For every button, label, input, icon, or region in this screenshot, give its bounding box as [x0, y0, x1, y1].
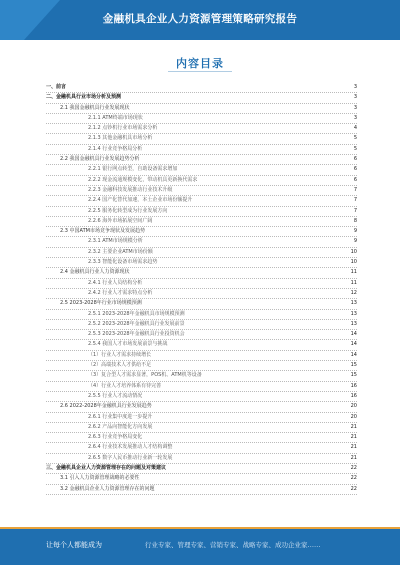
- toc-entry[interactable]: [46, 207, 357, 217]
- toc-entry-title: 一、前言: [46, 83, 68, 92]
- toc-entry-title: 2.1.1 ATM终端市场现状: [88, 114, 145, 123]
- toc-heading-rule: [168, 71, 232, 72]
- toc-entry[interactable]: [46, 196, 357, 206]
- toc-entry[interactable]: [46, 93, 357, 103]
- toc-entry[interactable]: [46, 114, 357, 124]
- toc-entry-page: 11: [349, 268, 357, 277]
- toc-entry[interactable]: [46, 258, 357, 268]
- toc-entry-page: 14: [349, 340, 357, 349]
- toc-entry[interactable]: [46, 382, 357, 392]
- toc-entry[interactable]: [46, 186, 357, 196]
- toc-entry-title: 2.1 我国金融机具行业发展现状: [60, 104, 132, 113]
- toc-entry-page: 6: [352, 176, 357, 185]
- toc-entry-page: 4: [352, 124, 357, 133]
- toc-entry-page: 10: [349, 258, 357, 267]
- toc-entry-title: 二、金融机具行业市场分析及预测: [46, 93, 123, 102]
- toc-entry-page: 5: [352, 134, 357, 143]
- toc-entry[interactable]: [46, 83, 357, 93]
- footer-roles: 行业专家、管理专家、营销专家、战略专家、成功企业家……: [145, 541, 321, 549]
- toc-entry-page: 9: [352, 227, 357, 236]
- toc-entry-title: 2.2.3 金融科技发展推动行业技术升级: [88, 186, 174, 195]
- toc-entry[interactable]: [46, 464, 357, 474]
- toc-entry-title: 2.3.2 主要企业ATM市场份额: [88, 248, 155, 257]
- toc-entry[interactable]: [46, 237, 357, 247]
- toc-entry-page: 21: [349, 423, 357, 432]
- toc-entry[interactable]: [46, 330, 357, 340]
- toc-entry-title: 2.5.4 我国人才市场发展前景与挑战: [88, 340, 169, 349]
- toc-entry-title: 2.5.1 2023-2028年金融机具市场规模预测: [88, 310, 187, 319]
- toc-entry[interactable]: [46, 310, 357, 320]
- toc-entry-title: 2.6.1 行业集中度进一步提升: [88, 413, 154, 422]
- toc-entry[interactable]: [46, 155, 357, 165]
- toc-entry-title: 2.1.3 其他金融机具市场分析: [88, 134, 154, 143]
- toc-entry-page: 3: [352, 93, 357, 102]
- toc-entry-page: 10: [349, 248, 357, 257]
- toc-entry[interactable]: [46, 392, 357, 402]
- toc-entry-page: 6: [352, 165, 357, 174]
- toc-entry-title: 2.6.2 产品向智能化方向发展: [88, 423, 154, 432]
- toc-entry-title: 三、金融机具企业人力资源管理存在的问题及对策建议: [46, 464, 168, 473]
- toc-entry-page: 16: [349, 392, 357, 401]
- toc-entry[interactable]: [46, 104, 357, 114]
- toc-entry-title: 2.3 中国ATM市场竞争现状及发展趋势: [60, 227, 147, 236]
- toc-entry-page: 20: [349, 413, 357, 422]
- table-of-contents: [46, 83, 357, 495]
- toc-entry-page: 22: [349, 474, 357, 483]
- toc-entry[interactable]: [46, 289, 357, 299]
- toc-entry[interactable]: [46, 371, 357, 381]
- toc-entry[interactable]: [46, 433, 357, 443]
- toc-entry[interactable]: [46, 124, 357, 134]
- toc-entry-page: 15: [349, 361, 357, 370]
- toc-entry-page: 12: [349, 289, 357, 298]
- toc-entry[interactable]: [46, 474, 357, 484]
- toc-entry-page: 21: [349, 433, 357, 442]
- toc-entry[interactable]: [46, 268, 357, 278]
- document-title: 金融机具企业人力资源管理策略研究报告: [102, 13, 298, 25]
- toc-entry-page: 8: [352, 217, 357, 226]
- toc-entry-page: 6: [352, 155, 357, 164]
- toc-entry-page: 3: [352, 104, 357, 113]
- toc-entry-page: 5: [352, 145, 357, 154]
- toc-entry[interactable]: [46, 165, 357, 175]
- toc-heading: 内容目录: [176, 57, 224, 70]
- toc-entry-title: 2.6.4 行业技术发展推动人才结构调整: [88, 443, 174, 452]
- toc-entry-page: 14: [349, 351, 357, 360]
- toc-entry-page: 21: [349, 454, 357, 463]
- toc-entry-page: 11: [349, 279, 357, 288]
- toc-entry-page: 3: [352, 114, 357, 123]
- toc-entry[interactable]: [46, 340, 357, 350]
- toc-entry[interactable]: [46, 145, 357, 155]
- toc-entry[interactable]: [46, 423, 357, 433]
- toc-entry-title: （2）高端技术人才供给不足: [88, 361, 153, 370]
- footer-accent-bar: [0, 527, 400, 529]
- toc-entry-title: 2.5.3 2023-2028年金融机具行业投资机会: [88, 330, 187, 339]
- toc-entry-title: 3.2 金融机具企业人力资源管理存在的问题: [60, 485, 157, 494]
- toc-entry-title: （3）复合型人才需求显著，POS机、ATM机等设备: [88, 371, 204, 380]
- toc-entry[interactable]: [46, 454, 357, 464]
- toc-entry-page: 22: [349, 485, 357, 494]
- toc-entry-page: 7: [352, 186, 357, 195]
- toc-entry-title: 2.4 金融机具行业人力资源现状: [60, 268, 132, 277]
- toc-entry[interactable]: [46, 227, 357, 237]
- toc-entry-title: 2.2.6 海外市场拓展空间广阔: [88, 217, 154, 226]
- toc-entry[interactable]: [46, 320, 357, 330]
- toc-entry[interactable]: [46, 217, 357, 227]
- toc-entry[interactable]: [46, 176, 357, 186]
- toc-entry-title: 2.6.5 数字人民币推动行业新一轮发展: [88, 454, 174, 463]
- toc-entry[interactable]: [46, 402, 357, 412]
- toc-entry-title: 2.2.4 国产化替代加速，本土企业市场份额提升: [88, 196, 194, 205]
- toc-entry-title: 2.1.4 行业竞争格局分析: [88, 145, 144, 154]
- toc-entry-page: 16: [349, 382, 357, 391]
- toc-entry[interactable]: [46, 248, 357, 258]
- document-header: [0, 0, 400, 40]
- toc-entry-title: 2.6 2022-2028年金融机具行业发展趋势: [60, 402, 154, 411]
- toc-entry[interactable]: [46, 351, 357, 361]
- toc-entry-title: 2.2.5 服务化转型成为行业发展方向: [88, 207, 169, 216]
- toc-entry-page: 13: [349, 299, 357, 308]
- toc-entry-title: 2.1.2 点钞机行业市场需求分析: [88, 124, 159, 133]
- toc-entry-page: 9: [352, 237, 357, 246]
- toc-entry-title: 2.2 我国金融机具行业发展趋势分析: [60, 155, 142, 164]
- toc-entry-title: 2.5 2023-2028年行业市场规模预测: [60, 299, 144, 308]
- toc-entry-title: 2.6.3 行业竞争格局变化: [88, 433, 144, 442]
- toc-entry-title: 2.5.5 行业人才流动情况: [88, 392, 144, 401]
- footer-slogan: 让每个人都能成为: [46, 541, 102, 549]
- toc-entry-page: 13: [349, 310, 357, 319]
- toc-entry-title: （1）行业人才需求持续增长: [88, 351, 153, 360]
- toc-entry-page: 14: [349, 330, 357, 339]
- toc-entry-title: 2.2.1 银行网点转型，自助设备需求增加: [88, 165, 179, 174]
- toc-entry-title: 2.5.2 2023-2028年金融机具行业发展前景: [88, 320, 187, 329]
- toc-entry-page: 13: [349, 320, 357, 329]
- toc-entry-title: 2.3.3 智能化设备市场需求趋势: [88, 258, 159, 267]
- toc-entry-page: 22: [349, 464, 357, 473]
- toc-entry-title: 2.4.2 行业人才需求特点分析: [88, 289, 154, 298]
- toc-entry[interactable]: [46, 279, 357, 289]
- toc-entry-title: （4）行业人才培养体系有待完善: [88, 382, 163, 391]
- toc-entry-page: 7: [352, 196, 357, 205]
- toc-entry-page: 7: [352, 207, 357, 216]
- toc-entry-page: 3: [352, 83, 357, 92]
- toc-entry-title: 3.1 引入人力资源管理战略的必要性: [60, 474, 142, 483]
- toc-entry[interactable]: [46, 361, 357, 371]
- toc-entry-page: 15: [349, 371, 357, 380]
- toc-entry[interactable]: [46, 485, 357, 495]
- document-footer: [0, 527, 400, 565]
- toc-entry[interactable]: [46, 134, 357, 144]
- toc-entry-page: 21: [349, 443, 357, 452]
- toc-entry-title: 2.4.1 行业人员结构分析: [88, 279, 144, 288]
- toc-entry[interactable]: [46, 299, 357, 309]
- toc-entry[interactable]: [46, 413, 357, 423]
- toc-entry-page: 20: [349, 402, 357, 411]
- toc-entry[interactable]: [46, 443, 357, 453]
- toc-entry-title: 2.2.2 现金流通规模变化，带动机具更新换代需求: [88, 176, 199, 185]
- toc-entry-title: 2.3.1 ATM市场规模分析: [88, 237, 145, 246]
